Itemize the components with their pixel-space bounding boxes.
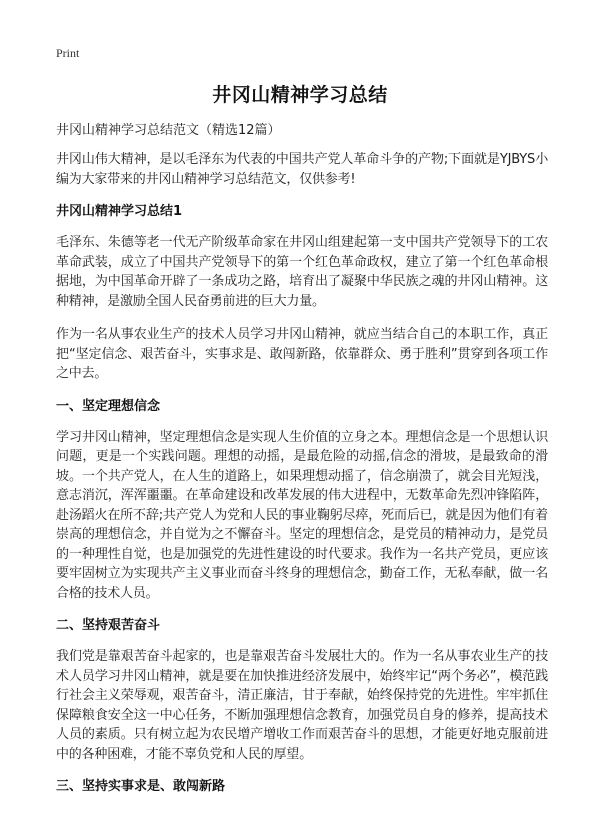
document-subtitle: 井冈山精神学习总结范文（精选12篇） (56, 123, 281, 138)
subheading-1-paragraph: 学习井冈山精神，坚定理想信念是实现人生价值的立身之本。理想信念是一个思想认识问题，更是一个实践问题。理想的动摇，是最危险的动摇,信念的滑坡，是最致命的滑坡。一个共产党人，在人生的道路上，如果理想动摇了，信念崩溃了，就会目光短浅，意志消沉，浑浑噩噩。在革命建设和改革发展的伟大进程中，无数革命先烈冲锋陷阵，赴汤蹈火在所不辞;共产党人为党和人民的事业鞠躬尽瘁，死而后已，就是因为他们有着崇高的理想信念，并自觉为之不懈奋斗。坚定的理想信念，是党员的精神动力，是党员的一种理性自觉，也是加强党的先进性建设的时代要求。我作为一名共产党员，更应该要牢固树立为实现共产主义事业而奋斗终身的理想信念，勤奋工作，无私奉献，做一名合格的技术人员。 (56, 429, 548, 601)
subheading-1: 一、坚定理想信念 (56, 398, 161, 414)
page-title: 井冈山精神学习总结 (212, 84, 388, 106)
section-1-paragraph-2: 作为一名从事农业生产的技术人员学习井冈山精神，就应当结合自己的本职工作，真正把“坚定信念、艰苦奋斗，实事求是、敢闯新路，依靠群众、勇于胜利”贯穿到各项工作之中去。 (56, 327, 548, 381)
subheading-2: 二、坚持艰苦奋斗 (56, 618, 161, 633)
section-1-paragraph-1: 毛泽东、朱德等老一代无产阶级革命家在井冈山组建起第一支中国共产党领导下的工农革命武装，成立了中国共产党领导下的第一个红色革命政权，建立了第一个红色革命根据地，为中国革命开辟了一条成功之路，培育出了凝聚中华民族之魂的井冈山精神。这种精神，是激励全国人民奋勇前进的巨大力量。 (56, 235, 548, 309)
print-link[interactable]: Print (56, 46, 80, 60)
intro-paragraph: 井冈山伟大精神，是以毛泽东为代表的中国共产党人革命斗争的产物;下面就是YJBYS小编为大家带来的井冈山精神学习总结范文，仅供参考! (56, 152, 548, 187)
subheading-3: 三、坚持实事求是、敢闯新路 (56, 779, 226, 794)
subheading-2-paragraph: 我们党是靠艰苦奋斗起家的，也是靠艰苦奋斗发展壮大的。作为一名从事农业生产的技术人员学习井冈山精神，就是要在加快推进经济发展中，始终牢记“两个务必”，模范践行社会主义荣辱观，艰苦奋斗，清正廉洁，甘于奉献，始终保持党的先进性。牢牢抓住保障粮食安全这一中心任务，不断加强理想信念教育，加强党员自身的修养，提高技术人员的素质。只有树立起为农民增产增收工作而艰苦奋斗的思想，才能更好地克服前进中的各种困难，才能不辜负党和人民的厚望。 (56, 649, 548, 762)
document-body (56, 122, 548, 808)
section-1-heading: 井冈山精神学习总结1 (56, 204, 183, 219)
